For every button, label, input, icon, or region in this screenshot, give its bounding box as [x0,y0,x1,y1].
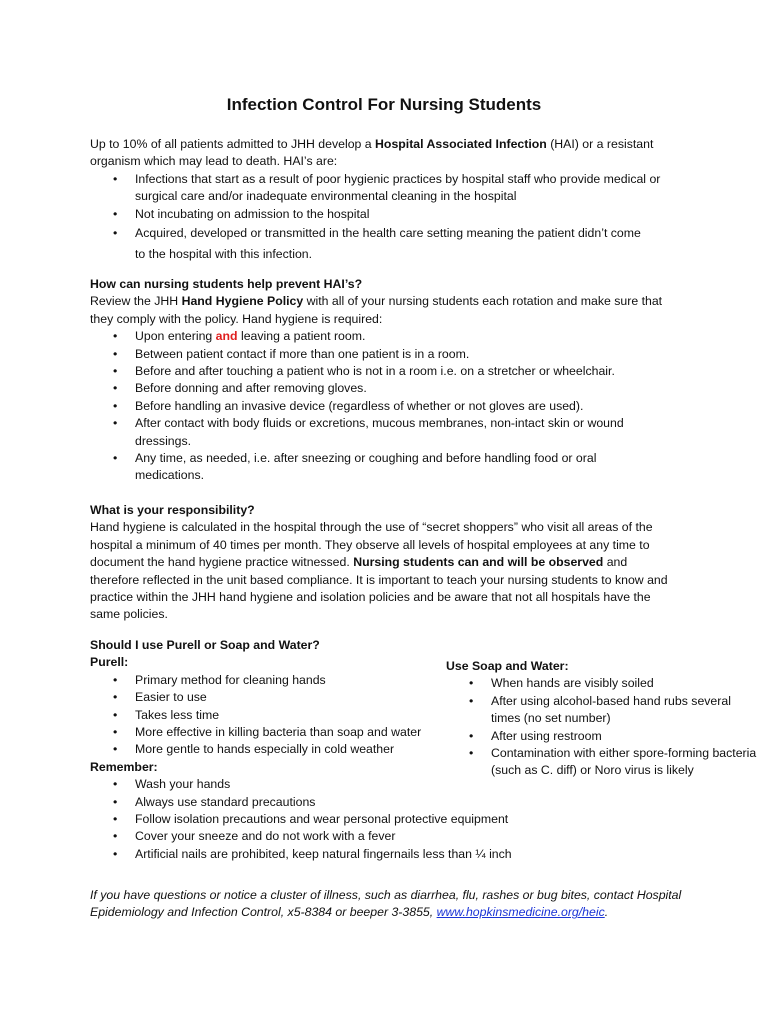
hai-list [90,171,680,265]
list-item: • Cover your sneeze and do not work with a fever [90,828,540,845]
list-item: • After using alcohol-based hand rubs several times (no set number) [446,693,758,728]
list-item: • Contamination with either spore-forming bacteria (such as C. diff) or Noro virus is likely [446,745,758,780]
list-item: • After using restroom [446,728,758,745]
policy-paragraph: Review the JHH Hand Hygiene Policy with all of your nursing students each rotation and make sure that they comply with the policy. Hand hygiene is required: [90,294,663,326]
hai-term: Hospital Associated Infection [375,137,547,151]
soap-water-section [446,658,758,780]
list-item: • After contact with body fluids or excretions, mucous membranes, non-intact skin or wound dressings. [90,415,645,450]
heic-link[interactable]: www.hopkinsmedicine.org/heic [436,905,605,920]
list-item: • More effective in killing bacteria than soap and water [90,724,540,741]
list-item: • Infections that start as a result of poor hygienic practices by hospital staff who provide medical or surgical care and/or inadequate environmental cleaning in the hospital [90,171,680,206]
list-item: • Before handling an invasive device (regardless of whether or not gloves are used). [90,398,680,415]
intro-paragraph: Up to 10% of all patients admitted to JHH develop a Hospital Associated Infection (HAI) or a resistant organism which may lead to death. HAI’s are: [90,137,654,169]
section-heading: How can nursing students help prevent HAI’s? [90,277,363,291]
remember-list [90,776,540,863]
list-item: • Any time, as needed, i.e. after sneezing or coughing and before handling food or oral medications. [90,450,625,485]
list-item: • Takes less time [90,707,540,724]
emphasis-and: and [215,329,238,344]
intro-section [90,136,680,265]
list-item: • More gentle to hands especially in cold weather [90,741,540,758]
list-item: • Upon entering and leaving a patient room. [90,328,680,345]
contact-paragraph: If you have questions or notice a cluster of illness, such as diarrhea, flu, rashes or bug bites, contact Hospital Epidemiology and Infection Control, x5-8384 or beeper 3-3855, www.hopkinsmedicine.org/heic. [90,888,682,920]
list-item: • Artificial nails are prohibited, keep natural fingernails less than ¼ inch [90,846,540,863]
policy-name: Hand Hygiene Policy [181,294,304,309]
list-item: • When hands are visibly soiled [446,675,758,692]
list-item: • Acquired, developed or transmitted in the health care setting meaning the patient didn’t come to the hospital with this infection. [90,223,645,265]
responsibility-paragraph: Hand hygiene is calculated in the hospital through the use of “secret shoppers” who visit all areas of the hospital a minimum of 40 times per month. They observe all levels of hospital employees at any time to document the hand hygiene practice witnessed. Nursing students can and will be observed and therefore reflected in the unit based compliance. It is important to teach your nursing students to know and practice within the JHH hand hygiene and isolation policies and be aware that not all hospitals have the same policies. [90,520,668,622]
section-heading: Should I use Purell or Soap and Water? [90,638,320,652]
contact-footer [90,887,690,922]
remember-label: Remember: [90,759,158,774]
list-item: • Before donning and after removing gloves. [90,380,680,397]
list-item: • Wash your hands [90,776,540,793]
soap-list [446,675,758,779]
responsibility-section [90,502,678,624]
list-item: • Primary method for cleaning hands [90,672,540,689]
list-item: • Between patient contact if more than one patient is in a room. [90,346,680,363]
soap-label: Use Soap and Water: [446,659,569,673]
section-heading: What is your responsibility? [90,503,255,517]
list-item: • Before and after touching a patient who is not in a room i.e. on a stretcher or wheelchair. [90,363,680,380]
observation-note: Nursing students can and will be observed [353,555,604,570]
page-title: Infection Control For Nursing Students [226,95,542,114]
prevention-section [90,276,680,485]
list-item: • Not incubating on admission to the hospital [90,206,680,223]
list-item: • Always use standard precautions [90,794,540,811]
list-item: • Follow isolation precautions and wear personal protective equipment [90,811,540,828]
purell-label: Purell: [90,655,129,670]
hygiene-required-list [90,328,680,485]
list-item: • Easier to use [90,689,540,706]
